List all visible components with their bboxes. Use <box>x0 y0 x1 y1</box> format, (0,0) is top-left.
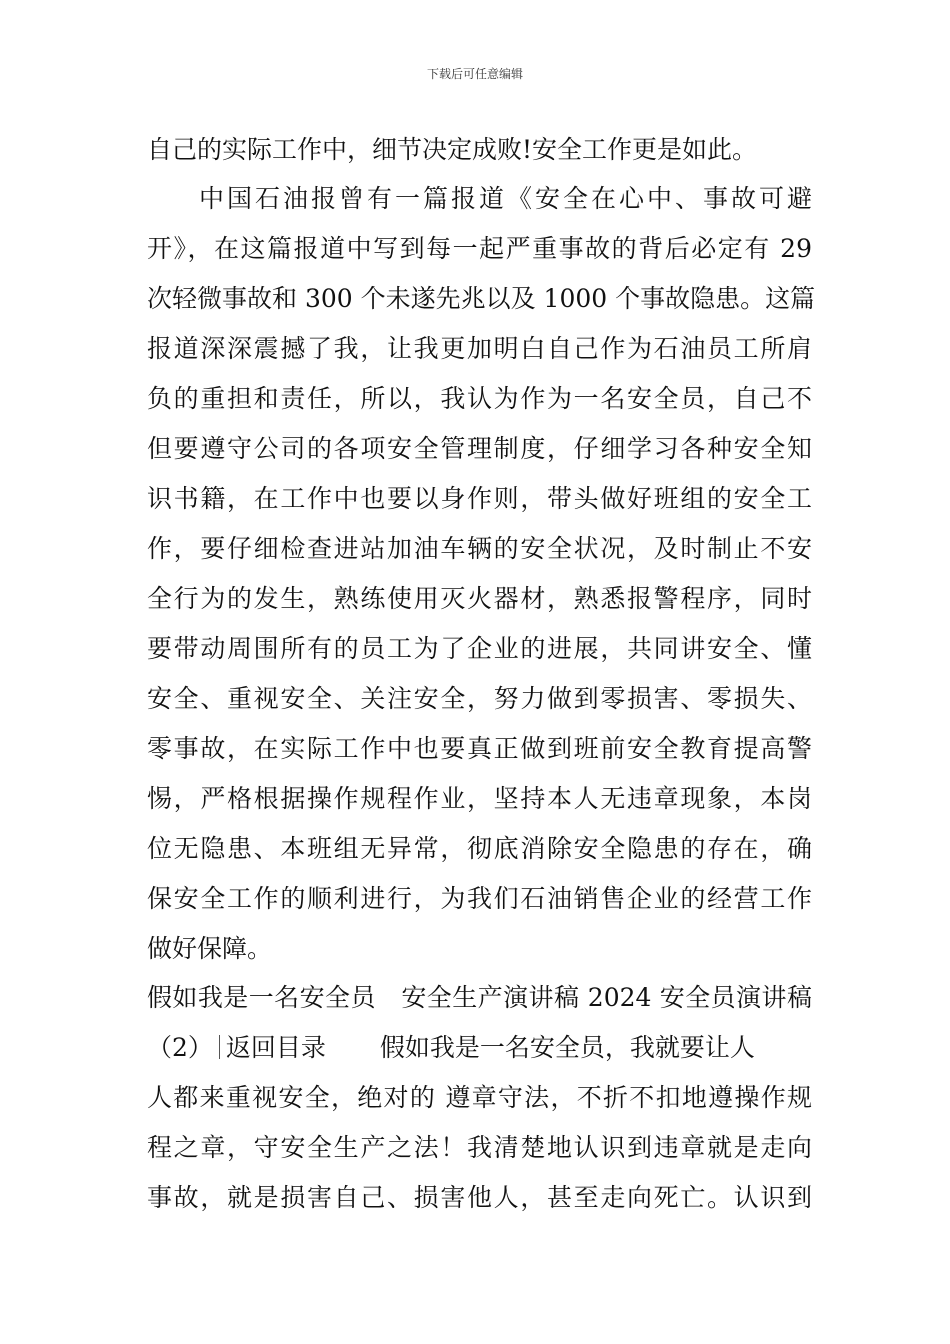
text-line: 开》，在这篇报道中写到每一起严重事故的背后必定有 29 <box>147 234 812 263</box>
text-line: 人都来重视安全，绝对的 遵章守法，不折不扣地遵操作规 <box>147 1083 812 1112</box>
text-line: 程之章，守安全生产之法！我清楚地认识到违章就是走向 <box>147 1133 812 1162</box>
text-line: 保安全工作的顺利进行，为我们石油销售企业的经营工作 <box>147 884 812 913</box>
toc-title-line: 假如我是一名安全员 安全生产演讲稿 2024 安全员演讲稿 <box>147 983 812 1012</box>
text-line: 惕，严格根据操作规程作业，坚持本人无违章现象，本岗 <box>147 784 812 813</box>
separator <box>219 1035 220 1059</box>
text-line: 负的重担和责任，所以，我认为作为一名安全员，自己不 <box>147 384 812 413</box>
text-line: 做好保障。 <box>147 934 273 963</box>
toc-index: （2） <box>147 1033 213 1062</box>
text-fragment: 假如我是一名安全员，我就要让人 <box>379 1033 755 1062</box>
text-line: 要带动周围所有的员工为了企业的进展，共同讲安全、懂 <box>147 634 812 663</box>
paragraph-first-line: 中国石油报曾有一篇报道《安全在心中、事故可避 <box>199 184 812 213</box>
text-line: 事故，就是损害自己、损害他人，甚至走向死亡。认识到 <box>147 1183 812 1212</box>
text-line: 位无隐患、本班组无异常，彻底消除安全隐患的存在，确 <box>147 834 812 863</box>
text-line: 零事故，在实际工作中也要真正做到班前安全教育提高警 <box>147 734 812 763</box>
text-line: 自己的实际工作中，细节决定成败!安全工作更是如此。 <box>147 135 758 164</box>
nav-line <box>147 1031 812 1065</box>
text-line: 次轻微事故和 300 个未遂先兆以及 1000 个事故隐患。这篇 <box>147 284 816 313</box>
text-line: 安全、重视安全、关注安全，努力做到零损害、零损失、 <box>147 684 812 713</box>
back-to-toc-link[interactable]: 返回目录 <box>225 1033 326 1062</box>
text-line: 全行为的发生，熟练使用灭火器材，熟悉报警程序，同时 <box>147 584 812 613</box>
text-line: 报道深深震撼了我，让我更加明白自己作为石油员工所肩 <box>147 334 812 363</box>
text-line: 识书籍，在工作中也要以身作则，带头做好班组的安全工 <box>147 484 812 513</box>
text-line: 作，要仔细检查进站加油车辆的安全状况，及时制止不安 <box>147 534 812 563</box>
page-header: 下载后可任意编辑 <box>426 67 523 81</box>
text-line: 但要遵守公司的各项安全管理制度，仔细学习各种安全知 <box>147 434 812 463</box>
